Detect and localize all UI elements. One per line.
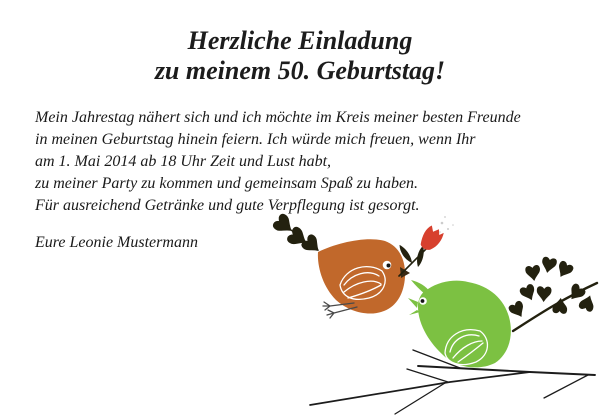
signature-line: Eure Leonie Mustermann: [35, 234, 198, 251]
tulip: [397, 216, 453, 276]
birds-illustration: [270, 205, 600, 420]
title-line-1: Herzliche Einladung: [187, 26, 413, 55]
orange-bird-pupil: [387, 264, 391, 268]
sparkle-dots: [439, 216, 454, 233]
heart-leaf-sprig: [272, 213, 324, 257]
invitation-body: [35, 107, 521, 217]
title-line-2: zu meinem 50. Geburtstag!: [154, 56, 446, 85]
heart-leaf-branch: [508, 257, 597, 331]
body-line: Mein Jahrestag nähert sich und ich möchte im Kreis meiner besten Freunde: [35, 109, 521, 126]
card-title: [0, 26, 600, 86]
green-bird-body: [418, 281, 511, 368]
body-line: in meinen Geburtstag hinein feiern. Ich würde mich freuen, wenn Ihr: [35, 131, 476, 148]
orange-bird-body: [318, 239, 405, 313]
orange-bird: [318, 239, 410, 318]
green-bird-pupil: [421, 299, 425, 303]
body-line: zu meiner Party zu kommen und gemeinsam Spaß zu haben.: [35, 175, 419, 192]
body-line: am 1. Mai 2014 ab 18 Uhr Zeit und Lust habt,: [35, 153, 332, 170]
body-line: Für ausreichend Getränke und gute Verpflegung ist gesorgt.: [35, 197, 420, 214]
